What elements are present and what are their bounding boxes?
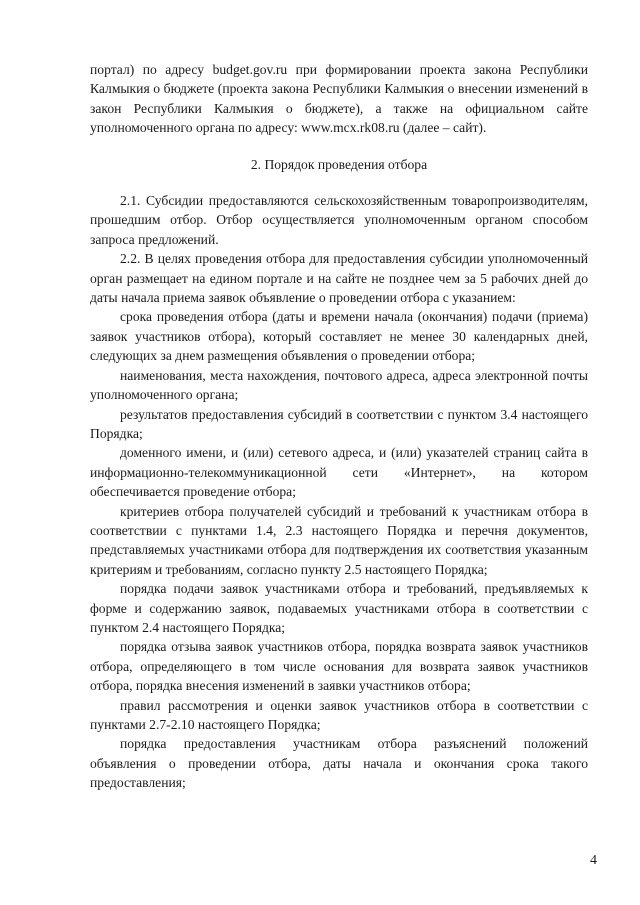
paragraph-2-1: 2.1. Субсидии предоставляются сельскохозяйственным товаропроизводителям, прошедшим отбор. Отбор осуществляется уполномоченным органом способом запроса предложений. — [90, 193, 588, 247]
section-heading: 2. Порядок проведения отбора — [250, 156, 428, 172]
paragraph-2-2: 2.2. В целях проведения отбора для предоставления субсидии уполномоченный орган размещает на едином портале и на сайте не позднее чем за 5 рабочих дней до даты начала приема заявок объявление о проведении отбора с указанием: — [90, 251, 588, 306]
list-item-clarifications: порядка предоставления участникам отбора разъяснений положений объявления о проведении отбора, даты начала и окончания срока такого предоставления; — [90, 736, 588, 791]
list-item-domain-name: доменного имени, и (или) сетевого адреса, и (или) указателей страниц сайта в информационно-телекоммуникационной сети «Интернет», на котором обеспечивается проведение отбора; — [90, 445, 588, 500]
list-item-review-rules: правил рассмотрения и оценки заявок участников отбора в соответствии с пунктами 2.7-2.10 настоящего Порядка; — [90, 697, 588, 732]
list-item-results: результатов предоставления субсидий в соответствии с пунктом 3.4 настоящего Порядка; — [90, 406, 588, 441]
list-item-application-procedure: порядка подачи заявок участниками отбора и требований, предъявляемых к форме и содержанию заявок, подаваемых участниками отбора в соответствии с пунктом 2.4 настоящего Порядка; — [90, 581, 588, 635]
list-item-criteria: критериев отбора получателей субсидий и требований к участникам отбора в соответствии с пунктами 1.4, 2.3 настоящего Порядка и перечня документов, представляемых участниками отбора для подтверждения их соответствия указанным критериям и требованиям, согласно пункту 2.5 настоящего Порядка; — [90, 503, 588, 577]
page-number: 4 — [590, 853, 597, 868]
list-item-organization-contacts: наименования, места нахождения, почтового адреса, адреса электронной почты уполномоченного органа; — [90, 367, 588, 403]
document-body — [90, 60, 588, 793]
intro-paragraph: портал) по адресу budget.gov.ru при формировании проекта закона Республики Калмыкия о бюджете (проекта закона Республики Калмыкия о внесении изменений в закон Республики Калмыкия о бюджете), а также на официальном сайте уполномоченного органа по адресу: www.mcx.rk08.ru (далее – сайт). — [90, 62, 588, 136]
list-item-withdrawal-procedure: порядка отзыва заявок участников отбора, порядка возврата заявок участников отбора, определяющего в том числе основания для возврата заявок участников отбора, порядка внесения изменений в заявки участников отбора; — [90, 639, 588, 694]
list-item-deadline: срока проведения отбора (даты и времени начала (окончания) подачи (приема) заявок участников отбора), который составляет не менее 30 календарных дней, следующих за днем размещения объявления о проведении отбора; — [90, 309, 588, 364]
